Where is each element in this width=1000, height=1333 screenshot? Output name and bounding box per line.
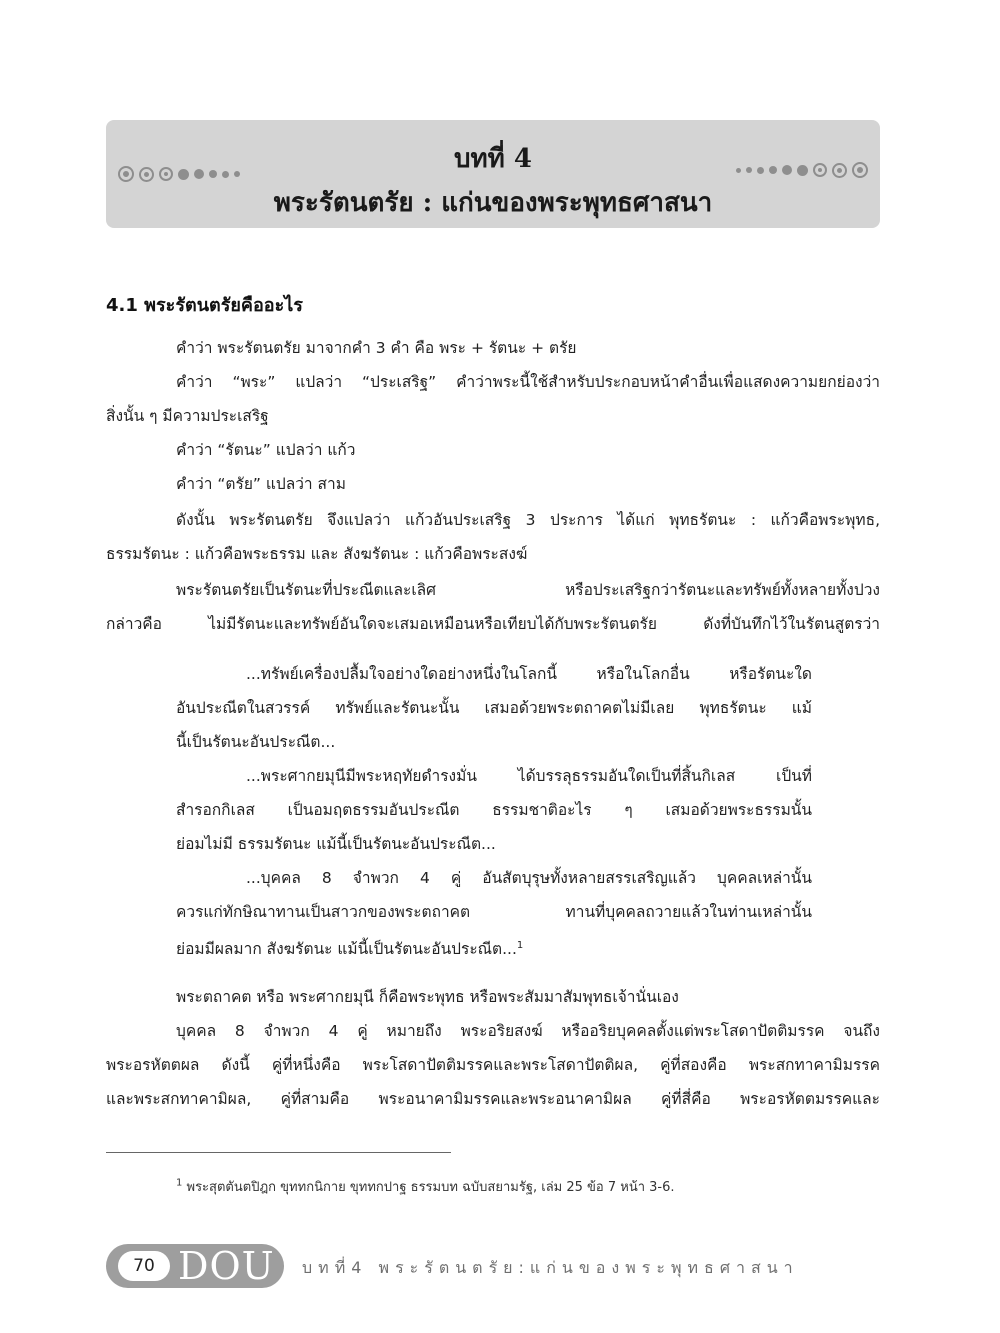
paragraph-2-line-1: คำว่า “พระ” แปลว่า “ประเสริฐ” คำว่าพระนี้ใช้สำหรับประกอบหน้าคำอื่นเพื่อแสดงความยกย่องว่า — [176, 373, 880, 391]
chapter-number: บทที่ 4 — [454, 144, 532, 174]
section-heading: 4.1 พระรัตนตรัยคืออะไร — [106, 295, 303, 316]
paragraph-6-line-1: พระรัตนตรัยเป็นรัตนะที่ประณีตและเลิศ หรือประเสริฐกว่ารัตนะและทรัพย์ทั้งหลายทั้งปวง — [176, 581, 880, 599]
running-title: บทที่4 พระรัตนตรัย:แก่นของพระพุทธศาสนา — [302, 1258, 799, 1277]
footnote-divider — [106, 1152, 451, 1153]
footnote-text: พระสุตตันตปิฎก ขุททกนิกาย ขุททกปาฐ ธรรมบท ฉบับสยามรัฐ, เล่ม 25 ข้อ 7 หน้า 3-6. — [182, 1180, 675, 1195]
quote-3-line-3-text: ย่อมมีผลมาก สังฆรัตนะ แม้นี้เป็นรัตนะอันประณีต... — [176, 940, 517, 959]
quote-1-line-2: อันประณีตในสวรรค์ ทรัพย์และรัตนะนั้น เสมอด้วยพระตถาคตไม่มีเลย พุทธรัตนะ แม้ — [176, 699, 812, 717]
footnote — [176, 1176, 675, 1197]
footnote-reference[interactable]: 1 — [516, 940, 524, 951]
paragraph-5-line-2: ธรรมรัตนะ : แก้วคือพระธรรม และ สังฆรัตนะ : แก้วคือพระสงฆ์ — [106, 545, 528, 563]
dou-logo: DOU — [178, 1244, 275, 1288]
chapter-header — [106, 120, 880, 228]
quote-2-line-1: ...พระศากยมุนีมีพระหฤทัยดำรงมั่น ได้บรรลุธรรมอันใดเป็นที่สิ้นกิเลส เป็นที่ — [246, 767, 812, 785]
paragraph-8-line-1: บุคคล 8 จำพวก 4 คู่ หมายถึง พระอริยสงฆ์ หรืออริยบุคคลตั้งแต่พระโสดาปัตติมรรค จนถึง — [176, 1022, 880, 1040]
paragraph-6-line-2: กล่าวคือ ไม่มีรัตนะและทรัพย์อันใดจะเสมอเหมือนหรือเทียบได้กับพระรัตนตรัย ดังที่บันทึกไว้ในรัตนสูตรว่า — [106, 615, 880, 633]
quote-block — [176, 657, 812, 966]
paragraph-8-line-2: พระอรหัตตผล ดังนี้ คู่ที่หนึ่งคือ พระโสดาปัตติมรรคและพระโสดาปัตติผล, คู่ที่สองคือ พระสกทาคามิมรรค — [106, 1056, 880, 1074]
page-number: 70 — [118, 1251, 170, 1281]
paragraph-8-line-3: และพระสกทาคามิผล, คู่ที่สามคือ พระอนาคามิมรรคและพระอนาคามิผล คู่ที่สี่คือ พระอรหัตตมรรคและ — [106, 1090, 880, 1108]
paragraph-5-line-1: ดังนั้น พระรัตนตรัย จึงแปลว่า แก้วอันประเสริฐ 3 ประการ ได้แก่ พุทธรัตนะ : แก้วคือพระพุทธ, — [176, 511, 880, 529]
paragraph-1: คำว่า พระรัตนตรัย มาจากคำ 3 คำ คือ พระ + รัตนะ + ตรัย — [176, 339, 577, 357]
paragraph-4: คำว่า “ตรัย” แปลว่า สาม — [176, 475, 346, 493]
page-footer — [106, 1240, 886, 1294]
paragraph-3: คำว่า “รัตนะ” แปลว่า แก้ว — [176, 441, 356, 459]
footer-badge — [106, 1244, 284, 1288]
chapter-title: พระรัตนตรัย : แก่นของพระพุทธศาสนา — [273, 188, 713, 218]
quote-1-line-3: นี้เป็นรัตนะอันประณีต... — [176, 733, 336, 751]
quote-3-line-2: ควรแก่ทักษิณาทานเป็นสาวกของพระตถาคต ทานที่บุคคลถวายแล้วในท่านเหล่านั้น — [176, 903, 812, 921]
quote-3-line-3 — [176, 929, 812, 966]
quote-2-line-3: ย่อมไม่มี ธรรมรัตนะ แม้นี้เป็นรัตนะอันประณีต... — [176, 835, 496, 853]
quote-2-line-2: สำรอกกิเลส เป็นอมฤตธรรมอันประณีต ธรรมชาติอะไร ๆ เสมอด้วยพระธรรมนั้น — [176, 801, 812, 819]
quote-1-line-1: ...ทรัพย์เครื่องปลื้มใจอย่างใดอย่างหนึ่งในโลกนี้ หรือในโลกอื่น หรือรัตนะใด — [246, 665, 812, 683]
footnote-marker: 1 — [176, 1177, 183, 1189]
quote-3-line-1: ...บุคคล 8 จำพวก 4 คู่ อันสัตบุรุษทั้งหลายสรรเสริญแล้ว บุคคลเหล่านั้น — [246, 869, 812, 887]
decorative-dots-right — [736, 162, 868, 178]
paragraph-2-line-2: สิ่งนั้น ๆ มีความประเสริฐ — [106, 407, 269, 425]
paragraph-7: พระตถาคต หรือ พระศากยมุนี ก็คือพระพุทธ หรือพระสัมมาสัมพุทธเจ้านั่นเอง — [176, 988, 679, 1006]
